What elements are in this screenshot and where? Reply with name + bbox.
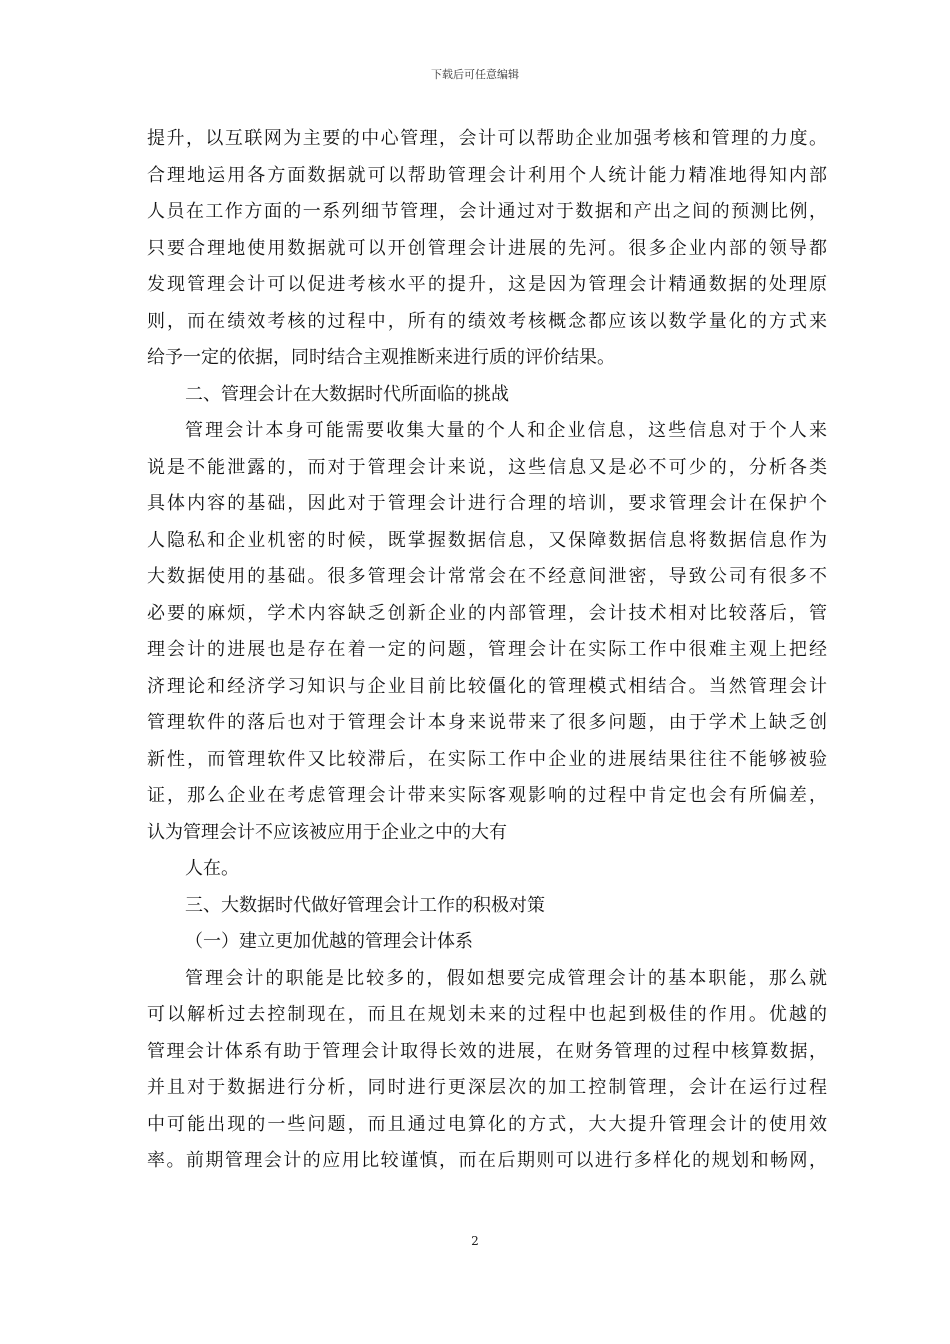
text-line: 可以解析过去控制现在，而且在规划未来的过程中也起到极佳的作用。优越的 [147, 1004, 827, 1025]
subsection-heading: （一）建立更加优越的管理会计体系 [185, 931, 473, 952]
page-header: 下载后可任意编辑 [431, 68, 519, 81]
text-line: 认为管理会计不应该被应用于企业之中的大有 [147, 821, 507, 843]
text-line: 管理会计本身可能需要收集大量的个人和企业信息，这些信息对于个人来 [185, 420, 827, 441]
text-line: 人隐私和企业机密的时候，既掌握数据信息，又保障数据信息将数据信息作为 [147, 529, 827, 551]
text-line: 发现管理会计可以促进考核水平的提升，这是因为管理会计精通数据的处理原 [147, 274, 827, 295]
text-line: 管理软件的落后也对于管理会计本身来说带来了很多问题，由于学术上缺乏创 [147, 712, 827, 733]
text-line: 大数据使用的基础。很多管理会计常常会在不经意间泄密，导致公司有很多不 [147, 566, 827, 587]
text-line: 人在。 [185, 858, 239, 879]
text-line: 证，那么企业在考虑管理会计带来实际客观影响的过程中肯定也会有所偏差， [147, 785, 827, 806]
text-line: 说是不能泄露的，而对于管理会计来说，这些信息又是必不可少的，分析各类 [147, 456, 827, 478]
text-line: 提升，以互联网为主要的中心管理，会计可以帮助企业加强考核和管理的力度。 [147, 128, 827, 149]
page-number: 2 [471, 1234, 479, 1248]
text-line: 只要合理地使用数据就可以开创管理会计进展的先河。很多企业内部的领导都 [147, 237, 827, 259]
text-line: 并且对于数据进行分析，同时进行更深层次的加工控制管理，会计在运行过程 [147, 1077, 827, 1098]
section-heading: 二、管理会计在大数据时代所面临的挑战 [185, 383, 509, 405]
text-line: 管理会计体系有助于管理会计取得长效的进展，在财务管理的过程中核算数据， [147, 1040, 827, 1062]
text-line: 中可能出现的一些问题，而且通过电算化的方式，大大提升管理会计的使用效 [147, 1113, 827, 1135]
text-line: 济理论和经济学习知识与企业目前比较僵化的管理模式相结合。当然管理会计 [147, 675, 827, 697]
text-line: 理会计的进展也是存在着一定的问题，管理会计在实际工作中很难主观上把经 [147, 639, 827, 660]
section-heading: 三、大数据时代做好管理会计工作的积极对策 [185, 894, 545, 916]
text-line: 新性，而管理软件又比较滞后，在实际工作中企业的进展结果往往不能够被验 [147, 748, 827, 770]
text-line: 率。前期管理会计的应用比较谨慎，而在后期则可以进行多样化的规划和畅网， [147, 1150, 827, 1171]
text-line: 具体内容的基础，因此对于管理会计进行合理的培训，要求管理会计在保护个 [147, 493, 827, 514]
document-body [147, 121, 827, 1180]
text-line: 人员在工作方面的一系列细节管理，会计通过对于数据和产出之间的预测比例， [147, 201, 827, 222]
text-line: 合理地运用各方面数据就可以帮助管理会计利用个人统计能力精准地得知内部 [147, 164, 827, 186]
text-line: 则，而在绩效考核的过程中，所有的绩效考核概念都应该以数学量化的方式来 [147, 310, 827, 332]
text-line: 给予一定的依据，同时结合主观推断来进行质的评价结果。 [147, 347, 615, 368]
text-line: 必要的麻烦，学术内容缺乏创新企业的内部管理，会计技术相对比较落后，管 [147, 602, 827, 624]
text-line: 管理会计的职能是比较多的，假如想要完成管理会计的基本职能，那么就 [185, 967, 827, 989]
